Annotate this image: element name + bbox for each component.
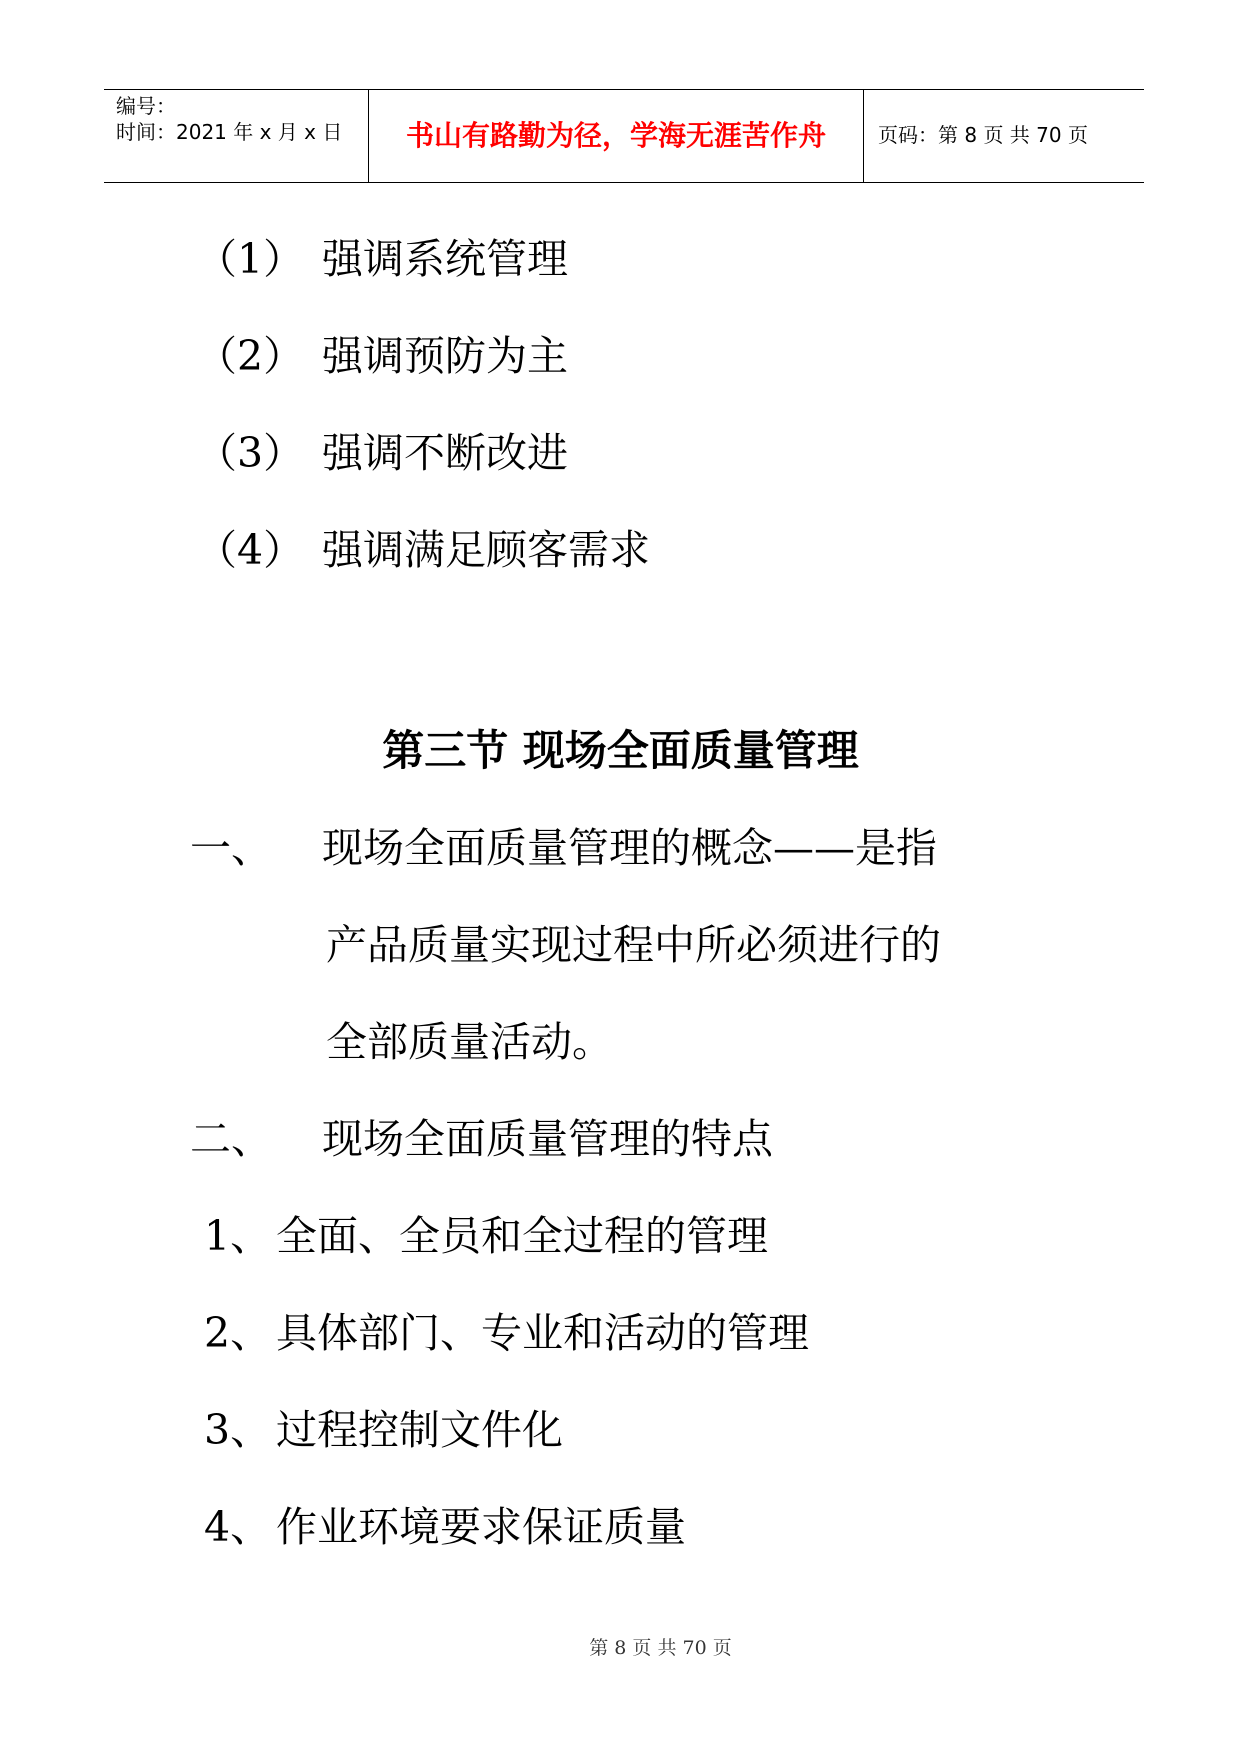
list-item (196, 233, 568, 285)
feature-text: 具体部门、专业和活动的管理 (276, 1309, 809, 1357)
list-text: 强调不断改进 (322, 429, 568, 477)
list-text: 强调预防为主 (322, 332, 568, 380)
header-page-cell (864, 90, 1144, 182)
item-two (190, 1113, 773, 1165)
list-item (196, 427, 568, 479)
list-marker: （4） (196, 526, 305, 574)
list-marker: （2） (196, 332, 305, 380)
item-one-line3: 全部质量活动。 (326, 1018, 613, 1066)
item-one-marker: 一、 (190, 824, 272, 872)
page-header (104, 89, 1144, 183)
feature-item (204, 1501, 686, 1553)
header-number-label: 编号： (116, 94, 176, 118)
item-one (190, 822, 937, 874)
list-marker: （1） (196, 235, 305, 283)
feature-marker: 1、 (204, 1212, 272, 1260)
feature-text: 全面、全员和全过程的管理 (276, 1212, 768, 1260)
header-motto-cell (369, 90, 864, 182)
feature-marker: 2、 (204, 1309, 272, 1357)
header-info-cell (104, 90, 369, 182)
item-two-text: 现场全面质量管理的特点 (322, 1115, 773, 1163)
header-page-label: 页码：第 8 页 共 70 页 (878, 123, 1088, 147)
page-footer: 第 8 页 共 70 页 (589, 1637, 732, 1659)
list-text: 强调系统管理 (322, 235, 568, 283)
header-motto: 书山有路勤为径，学海无涯苦作舟 (405, 119, 826, 152)
feature-marker: 4、 (204, 1503, 272, 1551)
feature-item (204, 1404, 563, 1456)
item-one-line2: 产品质量实现过程中所必须进行的 (326, 921, 941, 969)
feature-marker: 3、 (204, 1406, 272, 1454)
feature-item (204, 1307, 809, 1359)
list-item (196, 524, 650, 576)
item-two-marker: 二、 (190, 1115, 272, 1163)
feature-item (204, 1210, 768, 1262)
section-title: 第三节 现场全面质量管理 (382, 726, 859, 775)
item-one-line1: 现场全面质量管理的概念——是指 (322, 824, 937, 872)
list-marker: （3） (196, 429, 305, 477)
header-time-label: 时间：2021 年 x 月 x 日 (116, 120, 343, 144)
feature-text: 过程控制文件化 (276, 1406, 563, 1454)
feature-text: 作业环境要求保证质量 (276, 1503, 686, 1551)
list-text: 强调满足顾客需求 (322, 526, 650, 574)
list-item (196, 330, 568, 382)
